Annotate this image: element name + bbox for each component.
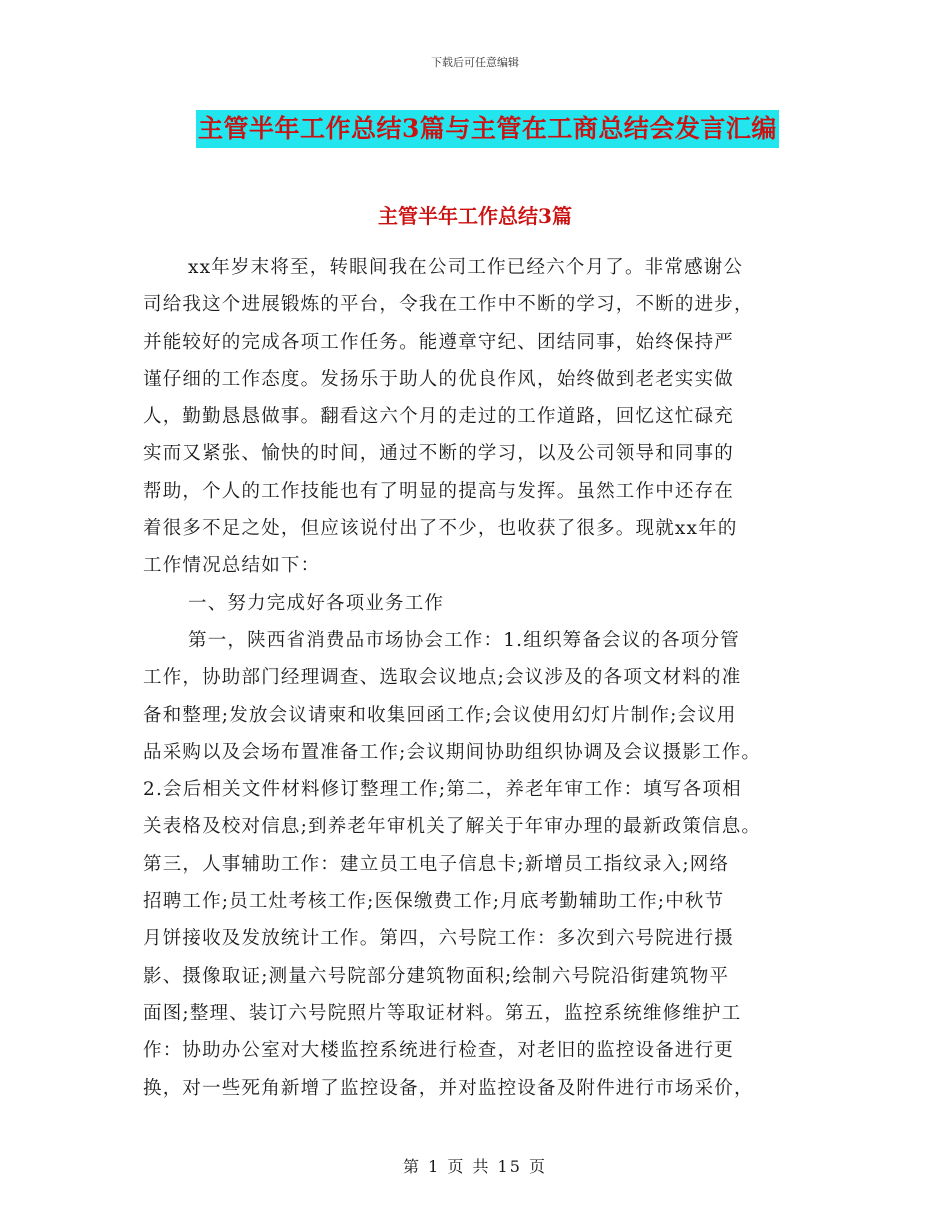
body-line: 月饼接收及发放统计工作。第四，六号院工作：多次到六号院进行摄: [143, 928, 735, 950]
body-line: 谨仔细的工作态度。发扬乐于助人的优良作风，始终做到老老实实做: [143, 368, 735, 390]
document-title: 主管半年工作总结3篇与主管在工商总结会发言汇编: [196, 110, 779, 148]
body-line: xx年岁末将至，转眼间我在公司工作已经六个月了。非常感谢公: [188, 257, 744, 278]
body-line: 帮助，个人的工作技能也有了明显的提高与发挥。虽然工作中还存在: [143, 480, 735, 502]
page-header: 下载后可任意编辑: [431, 56, 519, 69]
body-line: 作：协助办公室对大楼监控系统进行检查，对老旧的监控设备进行更: [143, 1040, 735, 1062]
section-title: 主管半年工作总结3篇: [378, 204, 572, 228]
page-footer: 第 1 页 共 15 页: [403, 1157, 547, 1176]
body-line: 着很多不足之处，但应该说付出了不少，也收获了很多。现就xx年的: [143, 518, 738, 540]
body-line: 备和整理;发放会议请柬和收集回函工作;会议使用幻灯片制作;会议用: [143, 704, 737, 726]
body-line: 面图;整理、装订六号院照片等取证材料。第五，监控系统维修维护工: [143, 1002, 742, 1024]
body-line: 招聘工作;员工灶考核工作;医保缴费工作;月底考勤辅助工作;中秋节: [143, 891, 725, 913]
body-line: 实而又紧张、愉快的时间，通过不断的学习，以及公司领导和同事的: [143, 443, 735, 465]
body-line: 第三，人事辅助工作：建立员工电子信息卡;新增员工指纹录入;网络: [143, 853, 730, 875]
document-title-wrap: [196, 110, 779, 148]
body-line: 并能较好的完成各项工作任务。能遵章守纪、团结同事，始终保持严: [143, 331, 735, 353]
body-line: 工作，协助部门经理调查、选取会议地点;会议涉及的各项文材料的准: [143, 667, 742, 689]
body-line: 换，对一些死角新增了监控设备，并对监控设备及附件进行市场采价，: [143, 1077, 754, 1099]
body-line: 工作情况总结如下：: [143, 555, 321, 577]
body-line: 司给我这个进展锻炼的平台，令我在工作中不断的学习，不断的进步，: [143, 294, 754, 316]
body-line: 关表格及校对信息;到养老年审机关了解关于年审办理的最新政策信息。: [143, 816, 762, 838]
body-line: 品采购以及会场布置准备工作;会议期间协助组织协调及会议摄影工作。: [143, 741, 762, 763]
body-text: [143, 249, 823, 1107]
subheading-line: 一、努力完成好各项业务工作: [188, 592, 445, 614]
body-line: 影、摄像取证;测量六号院部分建筑物面积;绘制六号院沿街建筑物平: [143, 965, 730, 987]
body-line: 人，勤勤恳恳做事。翻看这六个月的走过的工作道路，回忆这忙碌充: [143, 406, 735, 428]
body-line: 第一，陕西省消费品市场协会工作：1.组织筹备会议的各项分管: [188, 629, 740, 651]
body-line: 2.会后相关文件材料修订整理工作;第二，养老年审工作：填写各项相: [143, 779, 742, 801]
